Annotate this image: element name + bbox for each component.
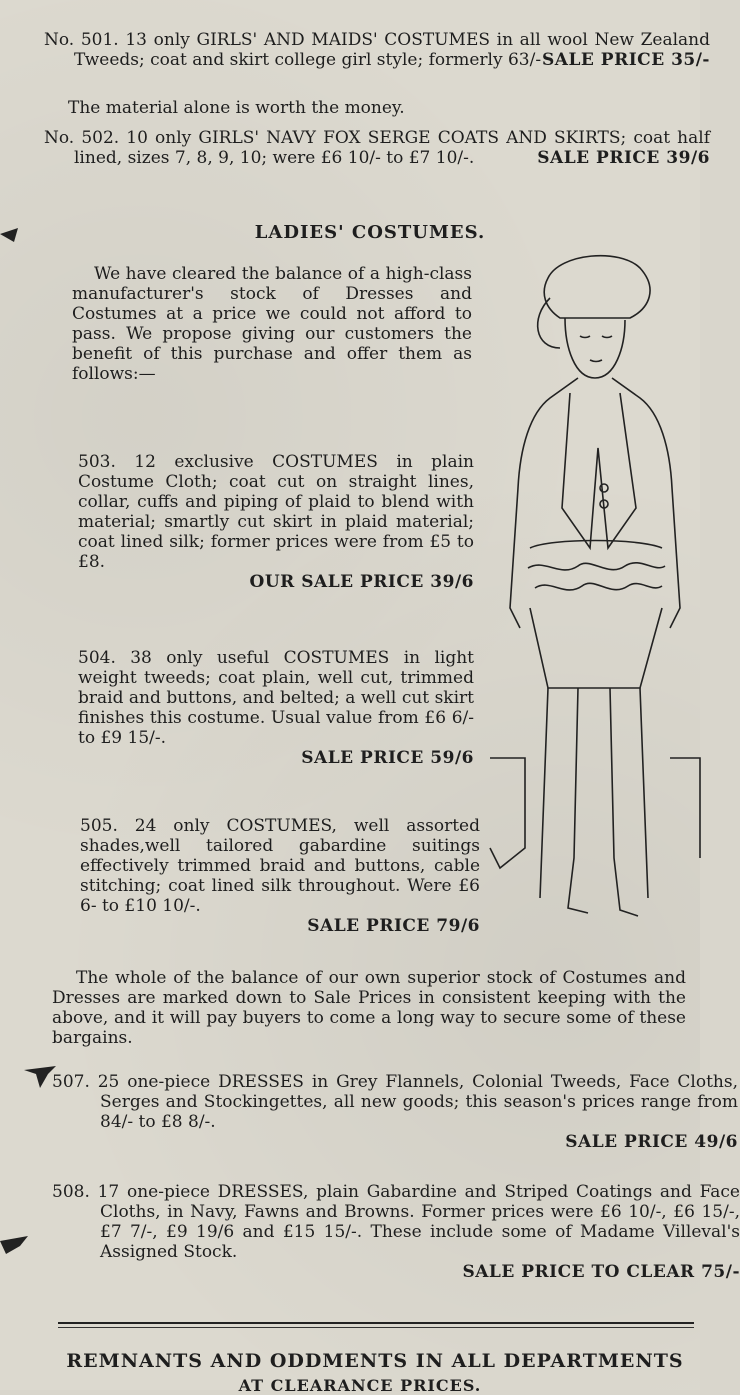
item-502-price: SALE PRICE 39/6: [537, 148, 710, 168]
item-507-price: SALE PRICE 49/6: [565, 1132, 738, 1152]
item-507: [52, 1072, 738, 1152]
item-501-price: SALE PRICE 35/-: [542, 50, 710, 70]
item-508: [52, 1182, 740, 1282]
item-508-text: 508. 17 one-piece DRESSES, plain Gabardine and Striped Coatings and Face Cloths, in Navy, Fawns and Browns. Former prices were £6 10/-, £6 15/-, £7 7/-, £9 19/6 and £15 15/-. These include some of Madame Villeval's Assigned Stock.: [52, 1182, 740, 1262]
costume-illustration: [490, 248, 700, 948]
remnants-subheading: AT CLEARANCE PRICES.: [238, 1376, 482, 1395]
item-507-text: 507. 25 one-piece DRESSES in Grey Flannels, Colonial Tweeds, Face Cloths, Serges and Stockingettes, all new goods; this season's prices range from 84/- to £8 8/-.: [52, 1072, 738, 1132]
item-504-price: SALE PRICE 59/6: [301, 748, 474, 768]
item-504-text: 504. 38 only useful COSTUMES in light weight tweeds; coat plain, well cut, trimmed braid and buttons, and belted; a well cut skirt finishes this costume. Usual value from £6 6/- to £9 15/-.: [78, 648, 474, 748]
section-divider: [58, 1322, 694, 1324]
item-508-price: SALE PRICE TO CLEAR 75/-: [462, 1262, 740, 1282]
item-503: [78, 452, 474, 592]
item-502: [44, 128, 710, 168]
item-505-text: 505. 24 only COSTUMES, well assorted shades,well tailored gabardine suitings effectively trimmed braid and buttons, cable stitching; coat lined silk throughout. Were £6 6- to £10 10/-.: [80, 816, 480, 916]
item-501-note: The material alone is worth the money.: [68, 98, 405, 118]
margin-mark-icon: [0, 222, 20, 250]
intro-paragraph: We have cleared the balance of a high-class manufacturer's stock of Dresses and Costumes at a price we could not afford to pass. We propose giving our customers the benefit of this purchase and offer them as follows:—: [72, 264, 472, 384]
item-505: [80, 816, 480, 936]
item-503-text: 503. 12 exclusive COSTUMES in plain Costume Cloth; coat cut on straight lines, collar, cuffs and piping of plaid to blend with material; smartly cut skirt in plaid material; coat lined silk; former prices were from £5 to £8.: [78, 452, 474, 572]
margin-mark-icon: [0, 1226, 30, 1260]
item-504: [78, 648, 474, 768]
item-505-price: SALE PRICE 79/6: [307, 916, 480, 936]
item-502-text: No. 502. 10 only GIRLS' NAVY FOX SERGE COATS AND SKIRTS; coat half lined, sizes 7, 8, 9, 10; were £6 10/- to £7 10/-.: [44, 128, 710, 168]
item-503-price: OUR SALE PRICE 39/6: [249, 572, 474, 592]
item-501: [44, 30, 710, 70]
section-divider: [58, 1327, 694, 1328]
ladies-costumes-heading: LADIES' COSTUMES.: [254, 222, 486, 243]
item-501-text: No. 501. 13 only GIRLS' AND MAIDS' COSTUMES in all wool New Zealand Tweeds; coat and skirt college girl style; formerly 63/-: [44, 30, 710, 70]
remnants-heading: REMNANTS AND ODDMENTS IN ALL DEPARTMENTS: [66, 1350, 684, 1372]
balance-paragraph: The whole of the balance of our own superior stock of Costumes and Dresses are marked down to Sale Prices in consistent keeping with the above, and it will pay buyers to come a long way to secure some of these bargains.: [52, 968, 686, 1048]
